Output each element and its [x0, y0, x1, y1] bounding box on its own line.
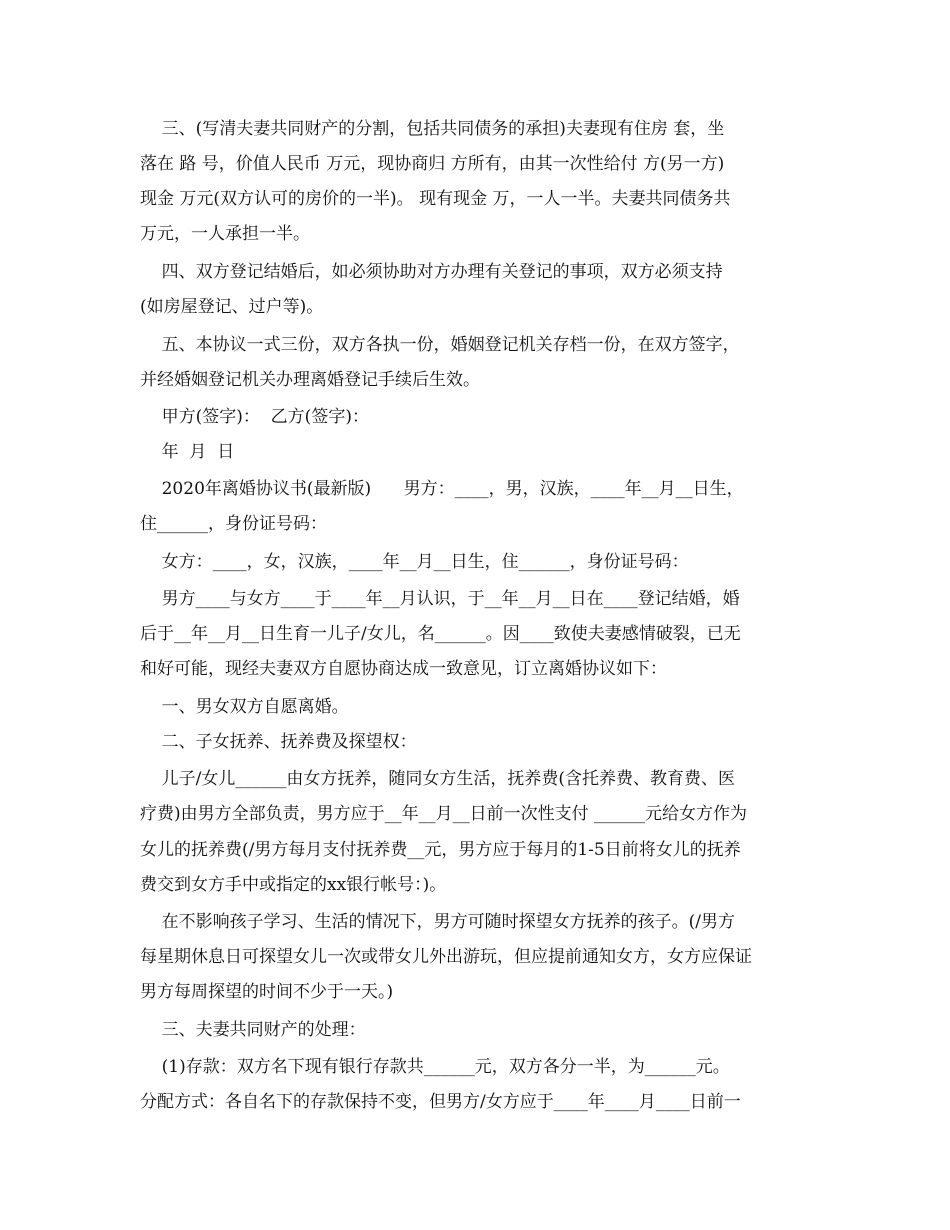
text-line: 儿子/女儿______由女方抚养，随同女方生活，抚养费(含托养费、教育费、医	[140, 769, 735, 789]
text-line: 在不影响孩子学习、生活的情况下，男方可随时探望女方抚养的孩子。(/男方	[140, 912, 735, 932]
date-line: 年 月 日	[140, 442, 235, 462]
text-line: 分配方式：各自名下的存款保持不变，但男方/女方应于____年____月____日前一	[140, 1092, 741, 1112]
text-line: (1)存款：双方名下现有银行存款共______元，双方各分一半，为______元。	[140, 1057, 730, 1077]
text-line: 住______，身份证号码：	[140, 514, 327, 534]
text-line: 万元，一人承担一半。	[140, 224, 310, 244]
text-line: (如房屋登记、过户等)。	[140, 297, 324, 317]
text-line: 女儿的抚养费(/男方每月支付抚养费__元，男方应于每月的1-5日前将女儿的抚养	[140, 840, 741, 860]
text-line: 和好可能，现经夫妻双方自愿协商达成一致意见，订立离婚协议如下：	[140, 659, 667, 679]
text-line: 落在 路 号，价值人民币 万元，现协商归 方所有，由其一次性给付 方(另一方)	[140, 154, 725, 174]
text-line: 现金 万元(双方认可的房价的一半)。 现有现金 万，一人一半。夫妻共同债务共	[140, 189, 731, 209]
text-line: 并经婚姻登记机关办理离婚登记手续后生效。	[140, 370, 480, 390]
text-line: 三、(写清夫妻共同财产的分割，包括共同债务的承担)夫妻现有住房 套，坐	[140, 119, 725, 139]
text-line: 后于__年__月__日生育一儿子/女儿，名______。因____致使夫妻感情破裂，已无	[140, 624, 741, 644]
text-line: 女方：____，女，汉族，____年__月__日生，住______，身份证号码：	[140, 552, 689, 572]
text-line: 五、本协议一式三份，双方各执一份，婚姻登记机关存档一份，在双方签字，	[140, 335, 740, 355]
text-line: 每星期休息日可探望女儿一次或带女儿外出游玩，但应提前通知女方，女方应保证	[140, 947, 752, 967]
text-line: 2020年离婚协议书(最新版) 男方：____，男，汉族，____年__月__日生，	[140, 479, 744, 499]
section-heading: 二、子女抚养、抚养费及探望权：	[140, 732, 417, 752]
section-heading: 三、夫妻共同财产的处理：	[140, 1020, 366, 1040]
text-line: 疗费)由男方全部负责，男方应于__年__月__日前一次性支付 ______元给女方作为	[140, 804, 748, 824]
text-line: 男方每周探望的时间不少于一天。)	[140, 982, 394, 1002]
text-line: 四、双方登记结婚后，如必须协助对方办理有关登记的事项，双方必须支持	[140, 262, 723, 282]
text-line: 男方____与女方____于____年__月认识，于__年__月__日在____登记结婚，婚	[140, 589, 740, 609]
text-line: 一、男女双方自愿离婚。	[140, 697, 349, 717]
signature-line: 甲方(签字)： 乙方(签字)：	[140, 407, 369, 427]
text-line: 费交到女方手中或指定的xx银行帐号：)。	[140, 875, 447, 895]
